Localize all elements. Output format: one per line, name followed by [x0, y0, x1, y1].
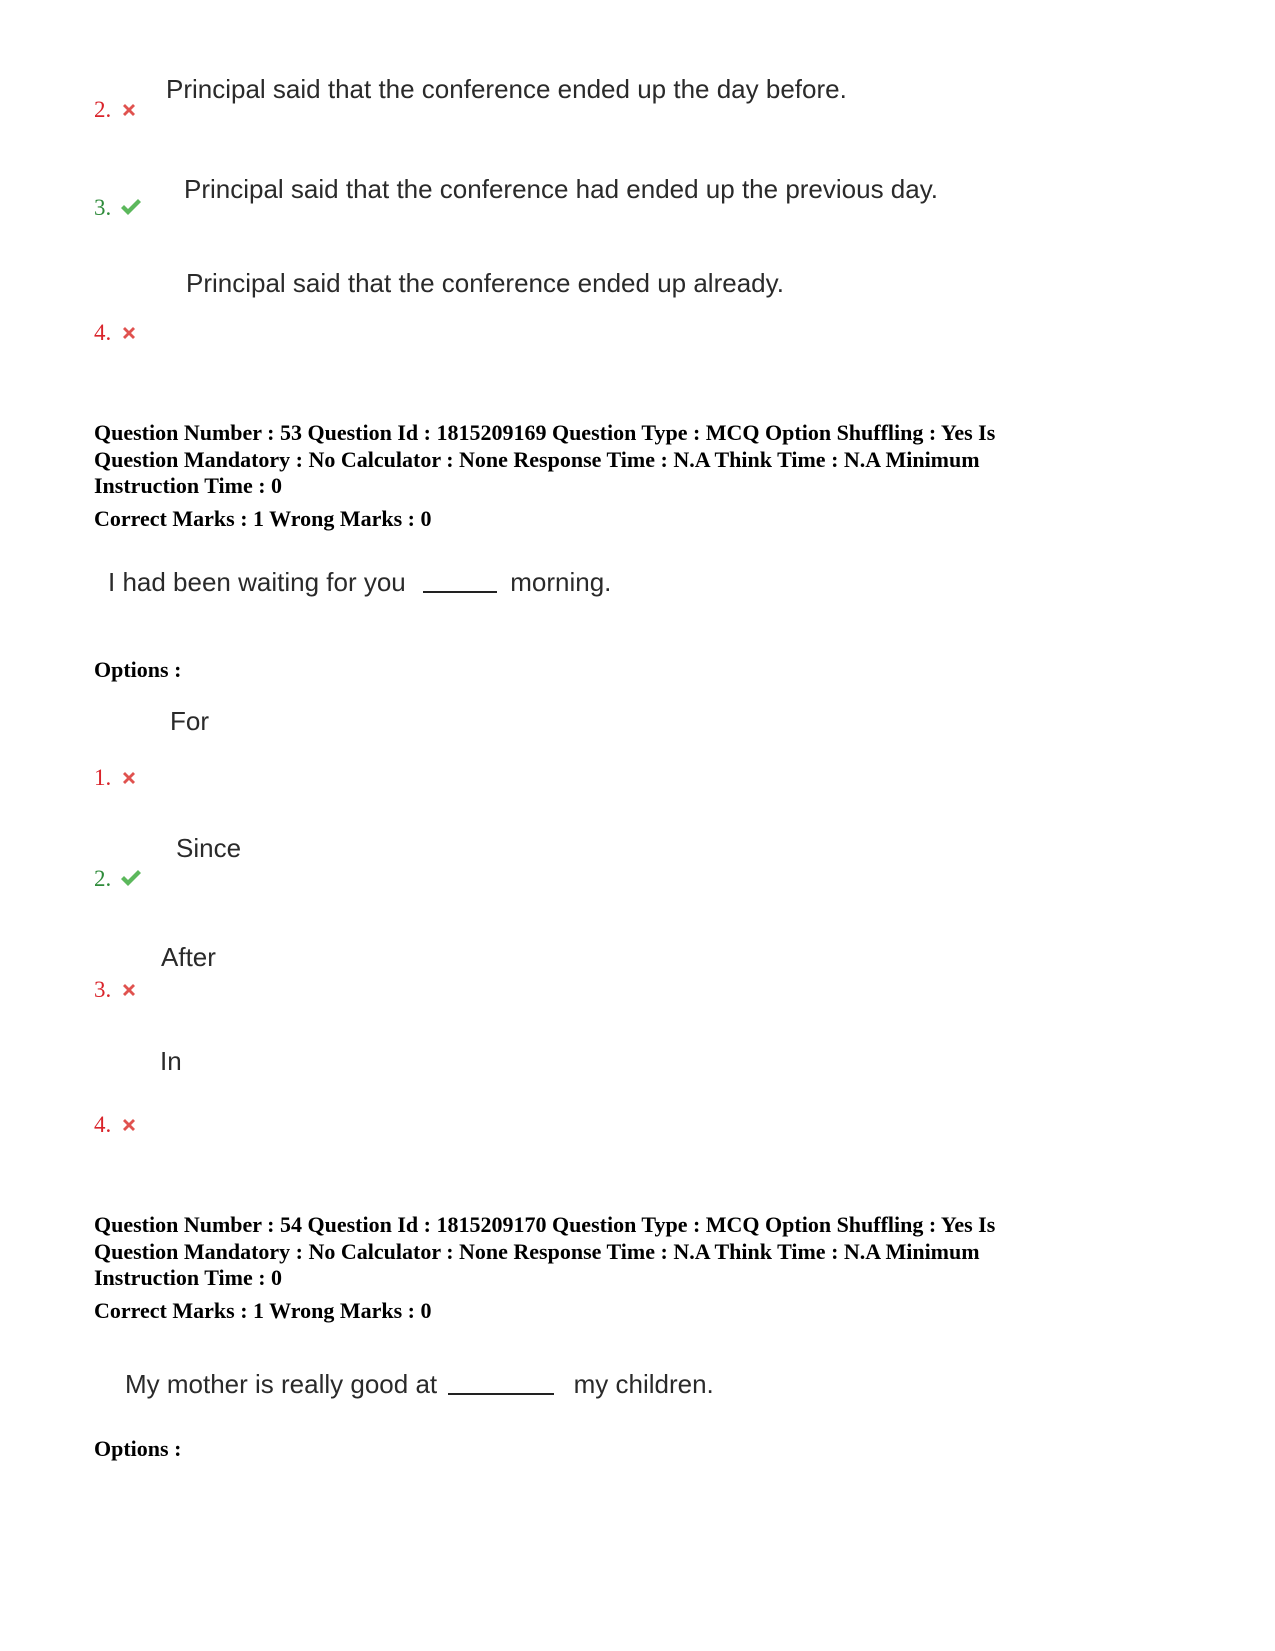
fill-blank: [448, 1393, 554, 1395]
cross-icon: [120, 1116, 138, 1134]
option-text: In: [160, 1046, 182, 1076]
option-number: 4.: [94, 320, 138, 346]
check-icon: [120, 868, 142, 888]
question-text-part: my children.: [573, 1369, 714, 1399]
option-number: 3.: [94, 977, 138, 1003]
option-text: Since: [176, 833, 242, 863]
question-text-part: morning.: [510, 567, 612, 597]
option-text: Principal said that the conference had ended up the previous day.: [184, 174, 939, 204]
option-number: 2.: [94, 97, 138, 123]
question-meta-line: Instruction Time : 0: [94, 473, 283, 498]
option-number: 1.: [94, 765, 138, 791]
question-text: [125, 1369, 714, 1399]
cross-icon: [120, 769, 138, 787]
cross-icon: [120, 324, 138, 342]
question-text-part: I had been waiting for you: [108, 567, 406, 597]
option-text: Principal said that the conference ended up the day before.: [166, 74, 847, 104]
question-text-part: My mother is really good at: [125, 1369, 438, 1399]
question-marks: Correct Marks : 1 Wrong Marks : 0: [94, 506, 432, 531]
option-number: 2.: [94, 866, 142, 892]
option-number: 4.: [94, 1112, 138, 1138]
option-text: After: [161, 942, 216, 972]
options-label: Options :: [94, 1436, 182, 1461]
fill-blank: [423, 591, 497, 593]
question-meta-line: Question Number : 53 Question Id : 1815209169 Question Type : MCQ Option Shuffling : Yes Is: [94, 420, 996, 445]
option-number: 3.: [94, 195, 142, 221]
question-meta-line: Question Mandatory : No Calculator : None Response Time : N.A Think Time : N.A Minimum: [94, 1239, 980, 1264]
option-text: For: [170, 706, 209, 736]
question-marks: Correct Marks : 1 Wrong Marks : 0: [94, 1298, 432, 1323]
check-icon: [120, 197, 142, 217]
cross-icon: [120, 101, 138, 119]
option-text: Principal said that the conference ended up already.: [186, 268, 784, 298]
question-meta-line: Question Mandatory : No Calculator : None Response Time : N.A Think Time : N.A Minimum: [94, 447, 980, 472]
question-meta-line: Instruction Time : 0: [94, 1265, 283, 1290]
options-label: Options :: [94, 657, 182, 682]
question-text: [108, 567, 611, 597]
question-meta-line: Question Number : 54 Question Id : 1815209170 Question Type : MCQ Option Shuffling : Yes Is: [94, 1212, 996, 1237]
cross-icon: [120, 981, 138, 999]
